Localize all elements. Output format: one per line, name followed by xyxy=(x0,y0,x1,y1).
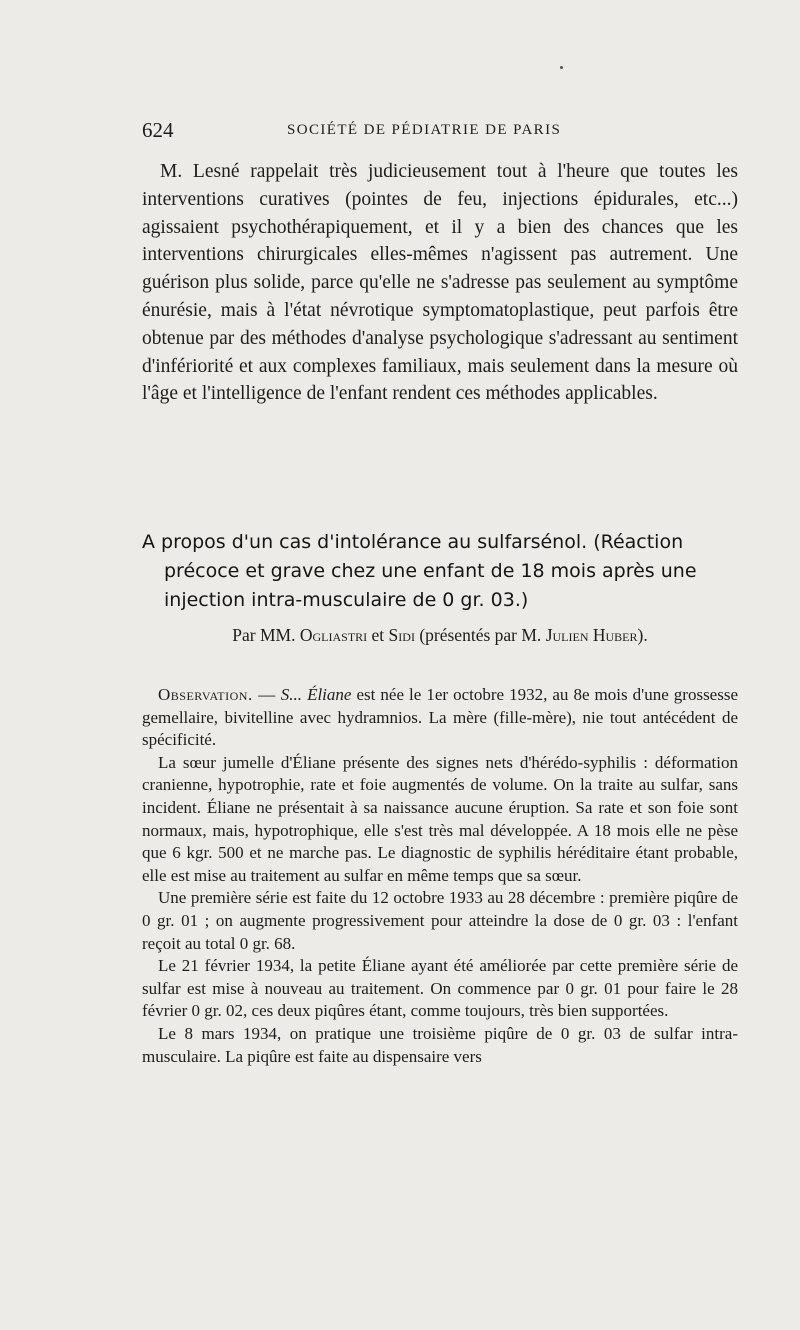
body-paragraph: Le 8 mars 1934, on pratique une troisième piqûre de 0 gr. 03 de sulfar intra-musculaire. La piqûre est faite au dispensaire vers xyxy=(142,1023,738,1066)
authors-conjunction: et xyxy=(371,625,385,645)
observation-text: est née le 1er octobre 1932, au 8e mois d'une grossesse gemellaire, bivitelline avec hydramnios. La mère (fille-mère), nie tout antécédent de spécificité. xyxy=(142,685,739,750)
presented-by: (présentés par M. xyxy=(419,625,542,645)
article-body xyxy=(142,684,738,1068)
body-paragraph: Une première série est faite du 12 octobre 1933 au 28 décembre : première piqûre de 0 gr. 01 ; on augmente progressivement pour atteindre la dose de 0 gr. 03 : l'enfant reçoit au total 0 gr. 68. xyxy=(142,888,738,953)
observation-paragraph xyxy=(142,684,738,752)
authors-line xyxy=(142,625,738,646)
intro-paragraph: M. Lesné rappelait très judicieusement tout à l'heure que toutes les interventions curatives (pointes de feu, injections épidurales, etc...) agissaient psychothérapiquement, et il y a bien des chances que les interventions chirurgicales elles-mêmes n'agissent pas autrement. Une guérison plus solide, parce qu'elle ne s'adresse pas seulement au symptôme énurésie, mais à l'état névrotique symptomatoplastique, peut parfois être obtenue par des méthodes d'analyse psychologique s'adressant au sentiment d'infériorité et aux complexes familiaux, mais seulement dans la mesure où l'âge et l'intelligence de l'enfant rendent ces méthodes applicables. xyxy=(142,161,738,405)
author-sidi: Sidi xyxy=(388,625,415,645)
page-number: 624 xyxy=(142,118,174,142)
body-paragraph: Le 21 février 1934, la petite Éliane ayant été améliorée par cette première série de sulfar est mise à nouveau au traitement. On commence par 0 gr. 01 pour faire le 28 février 0 gr. 02, ces deux piqûres étant, comme toujours, très bien supportées. xyxy=(142,956,738,1021)
print-speck xyxy=(560,66,563,69)
observation-label: Observation. — xyxy=(158,685,276,704)
page-header xyxy=(142,118,738,148)
intro-section xyxy=(142,158,738,408)
running-head: SOCIÉTÉ DE PÉDIATRIE DE PARIS xyxy=(287,122,562,138)
authors-prefix: Par MM. xyxy=(232,625,296,645)
article-title: A propos d'un cas d'intolérance au sulfarsénol. (Réaction précoce et grave chez une enfant de 18 mois après une injection intra-musculaire de 0 gr. 03.) xyxy=(142,531,697,611)
presenter-name: Julien Huber xyxy=(545,625,638,645)
patient-name: S... Éliane xyxy=(280,685,352,704)
authors-suffix: ). xyxy=(637,625,648,645)
author-ogliastri: Ogliastri xyxy=(299,625,368,645)
body-paragraph: La sœur jumelle d'Éliane présente des signes nets d'hérédo-syphilis : déformation cranienne, hypotrophie, rate et foie augmentés de volume. On la traite au sulfar, sans incident. Éliane ne présentait à sa naissance aucune éruption. Sa rate et son foie sont normaux, mais, hypotrophique, elle s'est très mal développée. A 18 mois elle ne pèse que 6 kgr. 500 et ne marche pas. Le diagnostic de syphilis héréditaire étant probable, elle est mise au traitement au sulfar en même temps que sa sœur. xyxy=(142,752,738,885)
